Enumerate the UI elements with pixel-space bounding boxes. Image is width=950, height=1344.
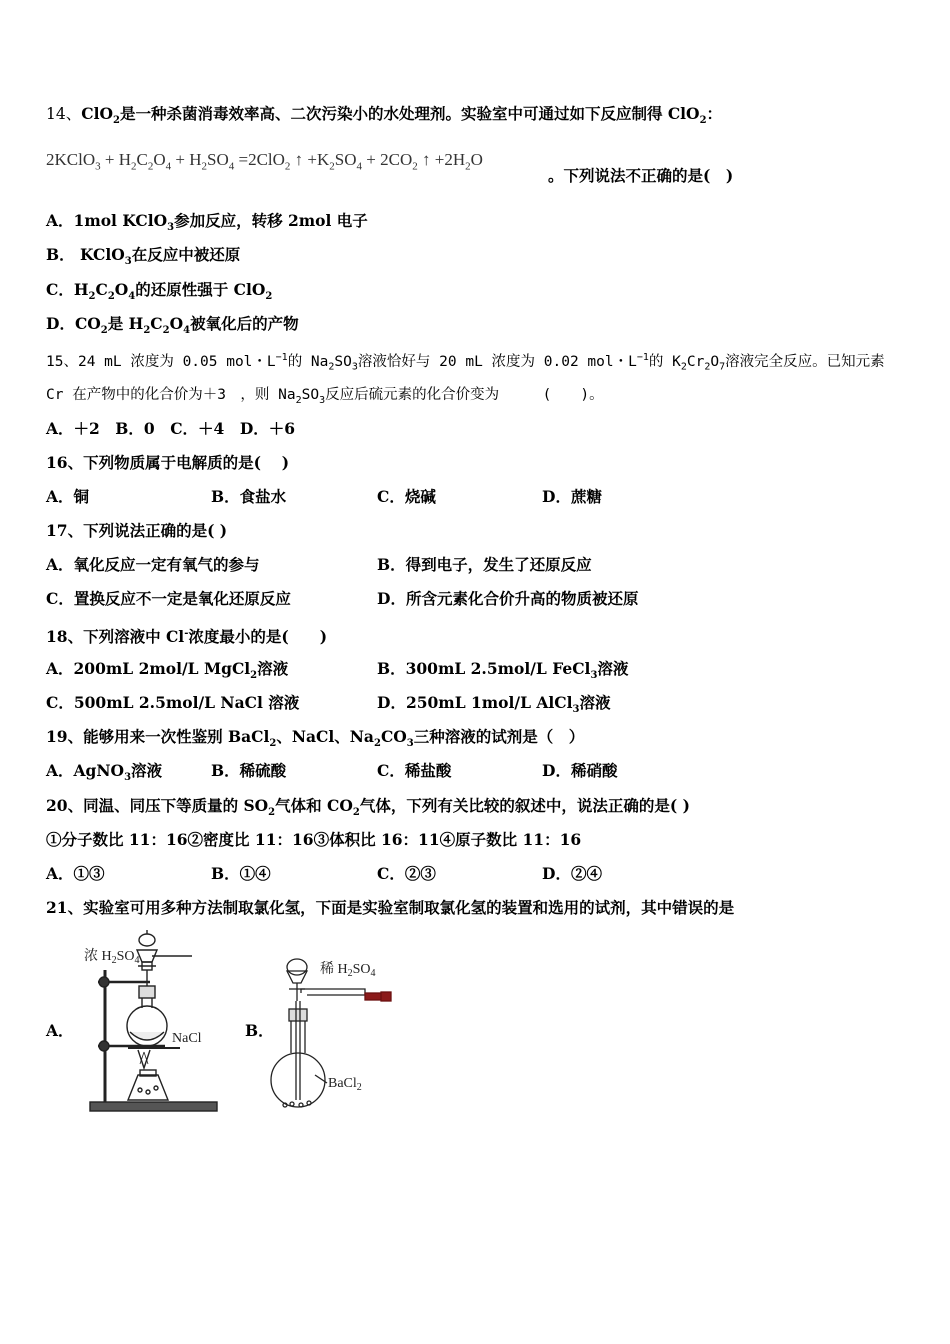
q20-option-a[interactable]: A．①③: [46, 864, 105, 883]
q18-option-d[interactable]: D．250mL 1mol/L AlCl$_3$溶液: [377, 693, 611, 716]
fig-a-nacl-label: NaCl: [172, 1031, 202, 1046]
q14-option-c[interactable]: C．$H_2C_2O_4$的还原性强于 ClO$_2$: [46, 280, 273, 303]
q18-stem: 18、下列溶液中 Cl-浓度最小的是( ): [46, 627, 328, 647]
q21-figure-b: [265, 955, 400, 1115]
q21-option-a-label[interactable]: A．: [46, 1021, 74, 1040]
q14-equation: 2KClO$_3$ + $H_2C_2O_4 + H_2SO_4 =2ClO_2$ ↑ $+K_2SO_4 + 2CO_2$ ↑ $+2H_2O$: [46, 150, 483, 173]
q20-items: ①分子数比 11：16②密度比 11：16③体积比 16：11④原子数比 11：16: [46, 830, 582, 849]
q19-option-d[interactable]: D．稀硝酸: [542, 761, 618, 780]
q15-stem-line2: Cr 在产物中的化合价为＋3 ，则 $Na_2SO_3$反应后硫元素的化合价变为 ( )。: [46, 387, 604, 406]
q20-option-d[interactable]: D．②④: [542, 864, 602, 883]
q17-stem: 17、下列说法正确的是( ): [46, 521, 228, 540]
q16-option-a[interactable]: A．铜: [46, 487, 90, 506]
q14-option-b[interactable]: B． KClO$_3$在反应中被还原: [46, 245, 241, 268]
q20-option-c[interactable]: C．②③: [377, 864, 436, 883]
q15-options[interactable]: A．＋2 B．0 C．＋4 D．＋6: [46, 419, 296, 438]
q19-option-c[interactable]: C．稀盐酸: [377, 761, 452, 780]
stand-base: [90, 1102, 217, 1111]
q18-option-a[interactable]: A．200mL 2mol/L MgCl$_2$溶液: [46, 659, 289, 682]
q18-option-c[interactable]: C．500mL 2.5mol/L NaCl 溶液: [46, 693, 300, 712]
q17-option-b[interactable]: B．得到电子，发生了还原反应: [377, 555, 592, 574]
q20-option-b[interactable]: B．①④: [211, 864, 271, 883]
q19-option-b[interactable]: B．稀硫酸: [211, 761, 287, 780]
q19-stem: 19、能够用来一次性鉴别 BaCl$_2$、NaCl、$Na_2CO_3$三种溶液的试剂是（ ）: [46, 727, 585, 750]
fig-b-bacl2-label: BaCl$_2$: [328, 1076, 362, 1093]
q21-stem: 21、实验室可用多种方法制取氯化氢，下面是实验室制取氯化氢的装置和选用的试剂，其中错误的是: [46, 898, 735, 917]
fig-a-acid-label: 浓 $H_2SO_4$: [84, 949, 140, 966]
q18-option-b[interactable]: B．300mL 2.5mol/L FeCl$_3$溶液: [377, 659, 629, 682]
q14-option-a[interactable]: A．1mol KClO$_3$参加反应，转移 2mol 电子: [46, 211, 368, 234]
q14-stem: 14、ClO$_2$是一种杀菌消毒效率高、二次污染小的水处理剂。实验室中可通过如下反应制得 ClO$_2$：: [46, 104, 723, 127]
q21-figure-a: [80, 930, 225, 1115]
q17-option-a[interactable]: A．氧化反应一定有氧气的参与: [46, 555, 260, 574]
q16-option-d[interactable]: D．蔗糖: [542, 487, 602, 506]
q17-option-d[interactable]: D．所含元素化合价升高的物质被还原: [377, 589, 639, 608]
q16-stem: 16、下列物质属于电解质的是( ): [46, 453, 290, 472]
q15-stem-line1: 15、24 mL 浓度为 0.05 mol・$L^{-1}$的 $Na_2SO_3$溶液恰好与 20 mL 浓度为 0.02 mol・$L^{-1}$的 $K_2Cr_2O_7$溶液完全反应。已知元素: [46, 352, 885, 373]
q19-option-a[interactable]: A．AgNO$_3$溶液: [46, 761, 163, 784]
q20-stem: 20、同温、同压下等质量的 $SO_2$气体和 $CO_2$气体，下列有关比较的叙述中，说法正确的是( ): [46, 796, 690, 819]
q17-option-c[interactable]: C．置换反应不一定是氧化还原反应: [46, 589, 291, 608]
q14-tail: 。下列说法不正确的是( ): [548, 166, 734, 185]
q16-option-b[interactable]: B．食盐水: [211, 487, 287, 506]
q14-option-d[interactable]: D．$CO_2$是 $H_2C_2O_4$被氧化后的产物: [46, 314, 299, 337]
q16-option-c[interactable]: C．烧碱: [377, 487, 436, 506]
q21-option-b-label[interactable]: B．: [245, 1021, 274, 1040]
fig-b-acid-label: 稀 $H_2SO_4$: [320, 962, 376, 979]
